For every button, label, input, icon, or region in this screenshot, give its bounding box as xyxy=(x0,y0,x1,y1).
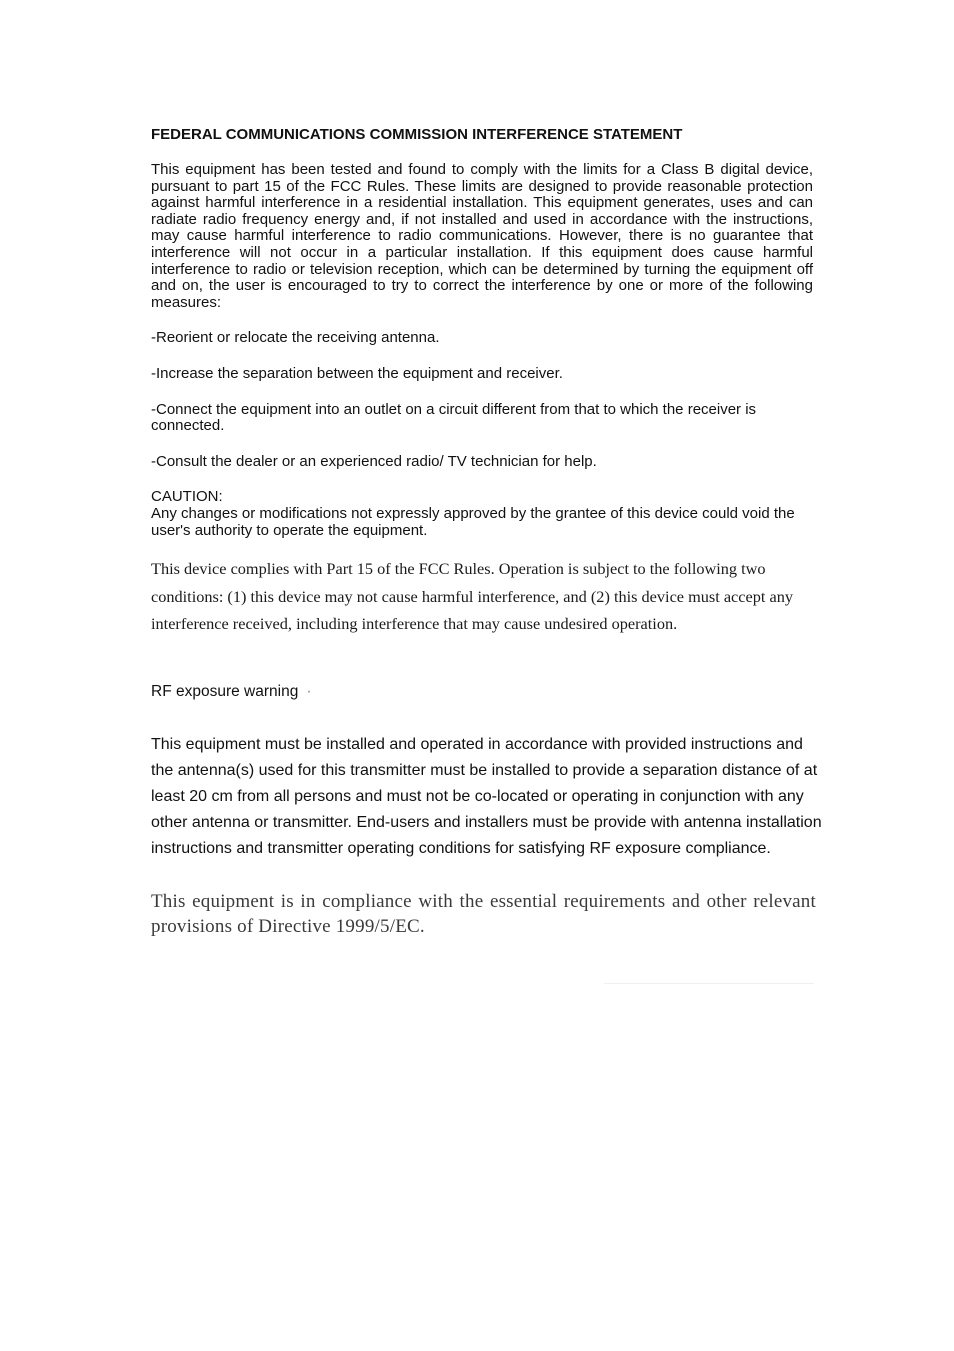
document-page xyxy=(151,126,826,939)
caution-text: Any changes or modifications not expressly approved by the grantee of this device could void the user's authority to operate the equipment. xyxy=(151,504,795,539)
directive-compliance-text: This equipment is in compliance with the essential requirements and other relevant provisions of Directive 1999/5/EC. xyxy=(151,890,816,937)
heading-marker: · xyxy=(306,682,312,700)
measure-increase-separation: -Increase the separation between the equipment and receiver. xyxy=(151,364,563,382)
rf-exposure-heading xyxy=(151,682,826,702)
measure-reorient: -Reorient or relocate the receiving antenna. xyxy=(151,329,440,347)
rf-exposure-heading-text: RF exposure warning xyxy=(151,682,299,700)
part15-compliance-text: This device complies with Part 15 of the FCC Rules. Operation is subject to the following two conditions: (1) this device may not cause harmful interference, and (2) this device must accept any interference received, including interference that may cause undesired operation. xyxy=(151,559,793,634)
caution-block xyxy=(151,489,813,539)
measure-consult-dealer: -Consult the dealer or an experienced radio/ TV technician for help. xyxy=(151,452,597,470)
measure-connect-outlet: -Connect the equipment into an outlet on a circuit different from that to which the receiver is connected. xyxy=(151,400,757,435)
fcc-statement-body: This equipment has been tested and found to comply with the limits for a Class B digital device, pursuant to part 15 of the FCC Rules. These limits are designed to provide reasonable protection against harmful interference in a residential installation. This equipment generates, uses and can radiate radio frequency energy and, if not installed and used in accordance with the instructions, may cause harmful interference to radio communications. However, there is no guarantee that interference will not occur in a particular installation. If this equipment does cause harmful interference to radio or television reception, which can be determined by turning the equipment off and on, the user is encouraged to try to correct the interference by one or more of the following measures: xyxy=(151,161,813,311)
caution-label: CAUTION: xyxy=(151,488,223,506)
rf-exposure-body: This equipment must be installed and operated in accordance with provided instructions and the antenna(s) used for this transmitter must be installed to provide a separation distance of at least 20 cm from all persons and must not be co-located or operating in conjunction with any other antenna or transmitter. End-users and installers must be provide with antenna installation instructions and transmitter operating conditions for satisfying RF exposure compliance. xyxy=(151,735,822,857)
faint-divider xyxy=(604,983,814,984)
fcc-statement-title: FEDERAL COMMUNICATIONS COMMISSION INTERFERENCE STATEMENT xyxy=(151,126,683,143)
